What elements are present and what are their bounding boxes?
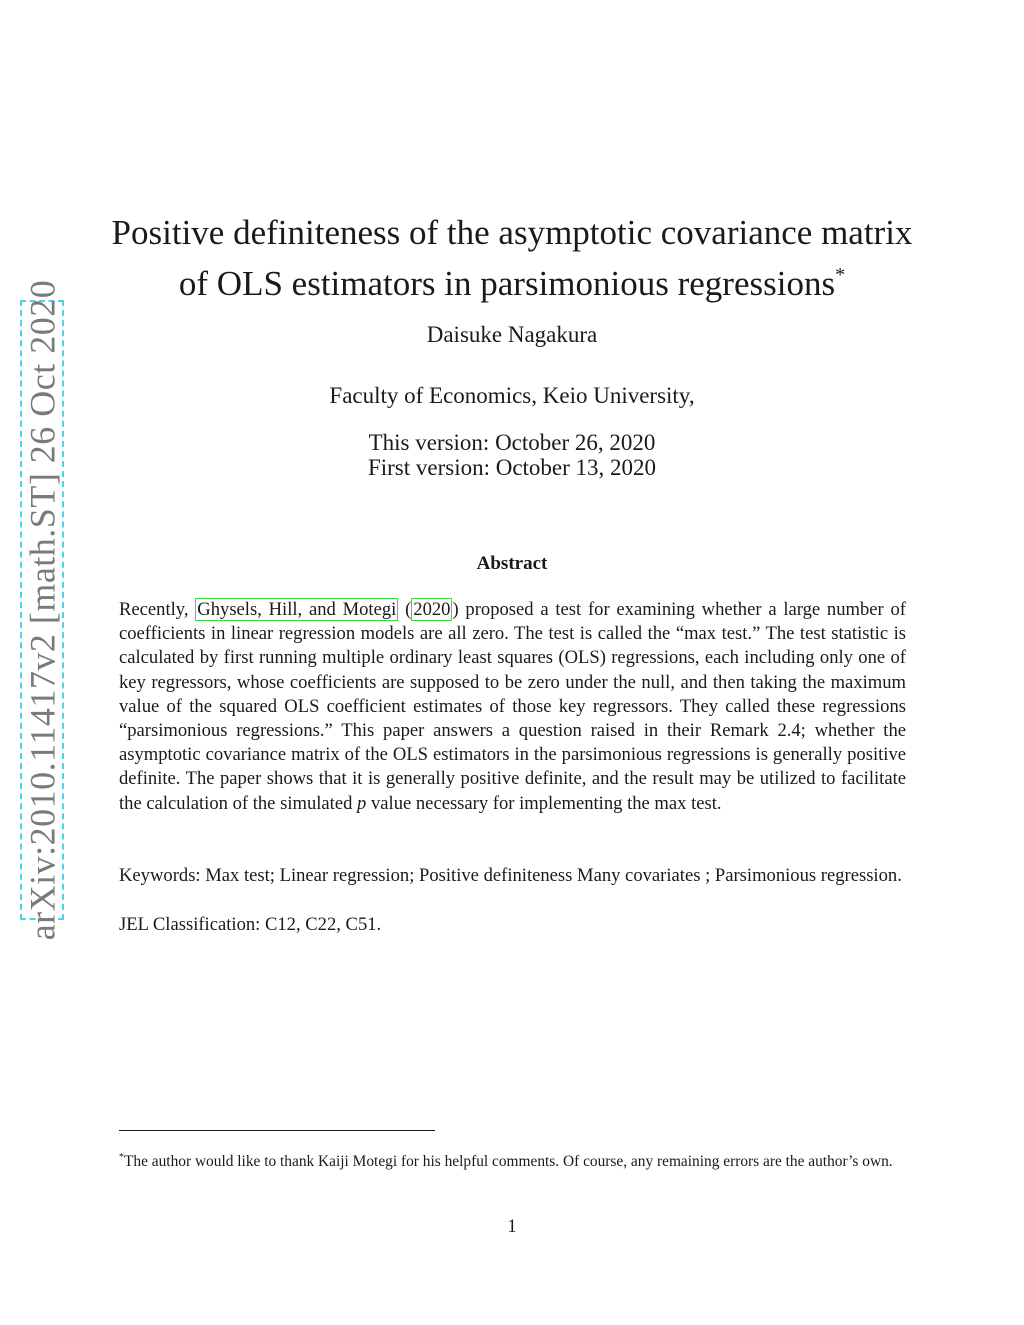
abstract-text: ) proposed a test for examining whether a large number of coefficients in linear regression models are all zero. The test is called the “max test.” The test statistic is calculated by first running multiple ordinary least squares (OLS) regressions, each including only one of key regressors, whose coefficients are supposed to be zero under the null, and then taking the maximum value of the squared OLS coefficient estimates of those key regressors. They called these regressions “parsimonious regressions.” This paper answers a question raised in their Remark 2.4; whether the asymptotic covariance matrix of the OLS estimators in the parsimonious regressions is generally positive definite. The paper shows that it is generally positive definite, and the result may be utilized to facilitate the calculation of the simulated — [119, 599, 906, 814]
citation-open-paren: ( — [398, 599, 412, 620]
abstract-heading: Abstract — [476, 553, 548, 574]
author-affiliation: Faculty of Economics, Keio University, — [329, 383, 695, 408]
p-value-symbol: p — [357, 792, 367, 814]
footnote — [119, 1148, 906, 1172]
first-version: First version: October 13, 2020 — [367, 455, 657, 480]
author-name: Daisuke Nagakura — [426, 322, 598, 347]
abstract-text-end: value necessary for implementing the max test. — [366, 792, 722, 814]
citation-year-link[interactable]: 2020 — [413, 599, 451, 620]
citation-authors-link[interactable]: Ghysels, Hill, and Motegi — [197, 599, 397, 620]
title-line-1: Positive definiteness of the asymptotic covariance matrix — [111, 213, 913, 252]
page-number: 1 — [507, 1216, 517, 1237]
jel-classification: JEL Classification: C12, C22, C51. — [119, 914, 382, 935]
title-line-2: of OLS estimators in parsimonious regressions — [178, 264, 836, 303]
this-version: This version: October 26, 2020 — [368, 430, 656, 455]
arxiv-stamp[interactable] — [20, 279, 64, 941]
footnote-mark: * — [119, 1152, 124, 1163]
arxiv-stamp-label: arXiv:2010.11417v2 [math.ST] 26 Oct 2020 — [22, 279, 62, 941]
footnote-divider — [119, 1130, 435, 1131]
abstract-body — [119, 598, 906, 816]
title-footnote-mark[interactable]: * — [835, 264, 846, 286]
abstract-prefix: Recently, — [119, 599, 196, 620]
keywords: Keywords: Max test; Linear regression; Positive definiteness Many covariates ; Parsimonious regression. — [119, 865, 902, 886]
footnote-text: The author would like to thank Kaiji Motegi for his helpful comments. Of course, any remaining errors are the author’s own. — [124, 1153, 893, 1170]
version-dates — [100, 430, 924, 480]
paper-title — [100, 212, 924, 305]
